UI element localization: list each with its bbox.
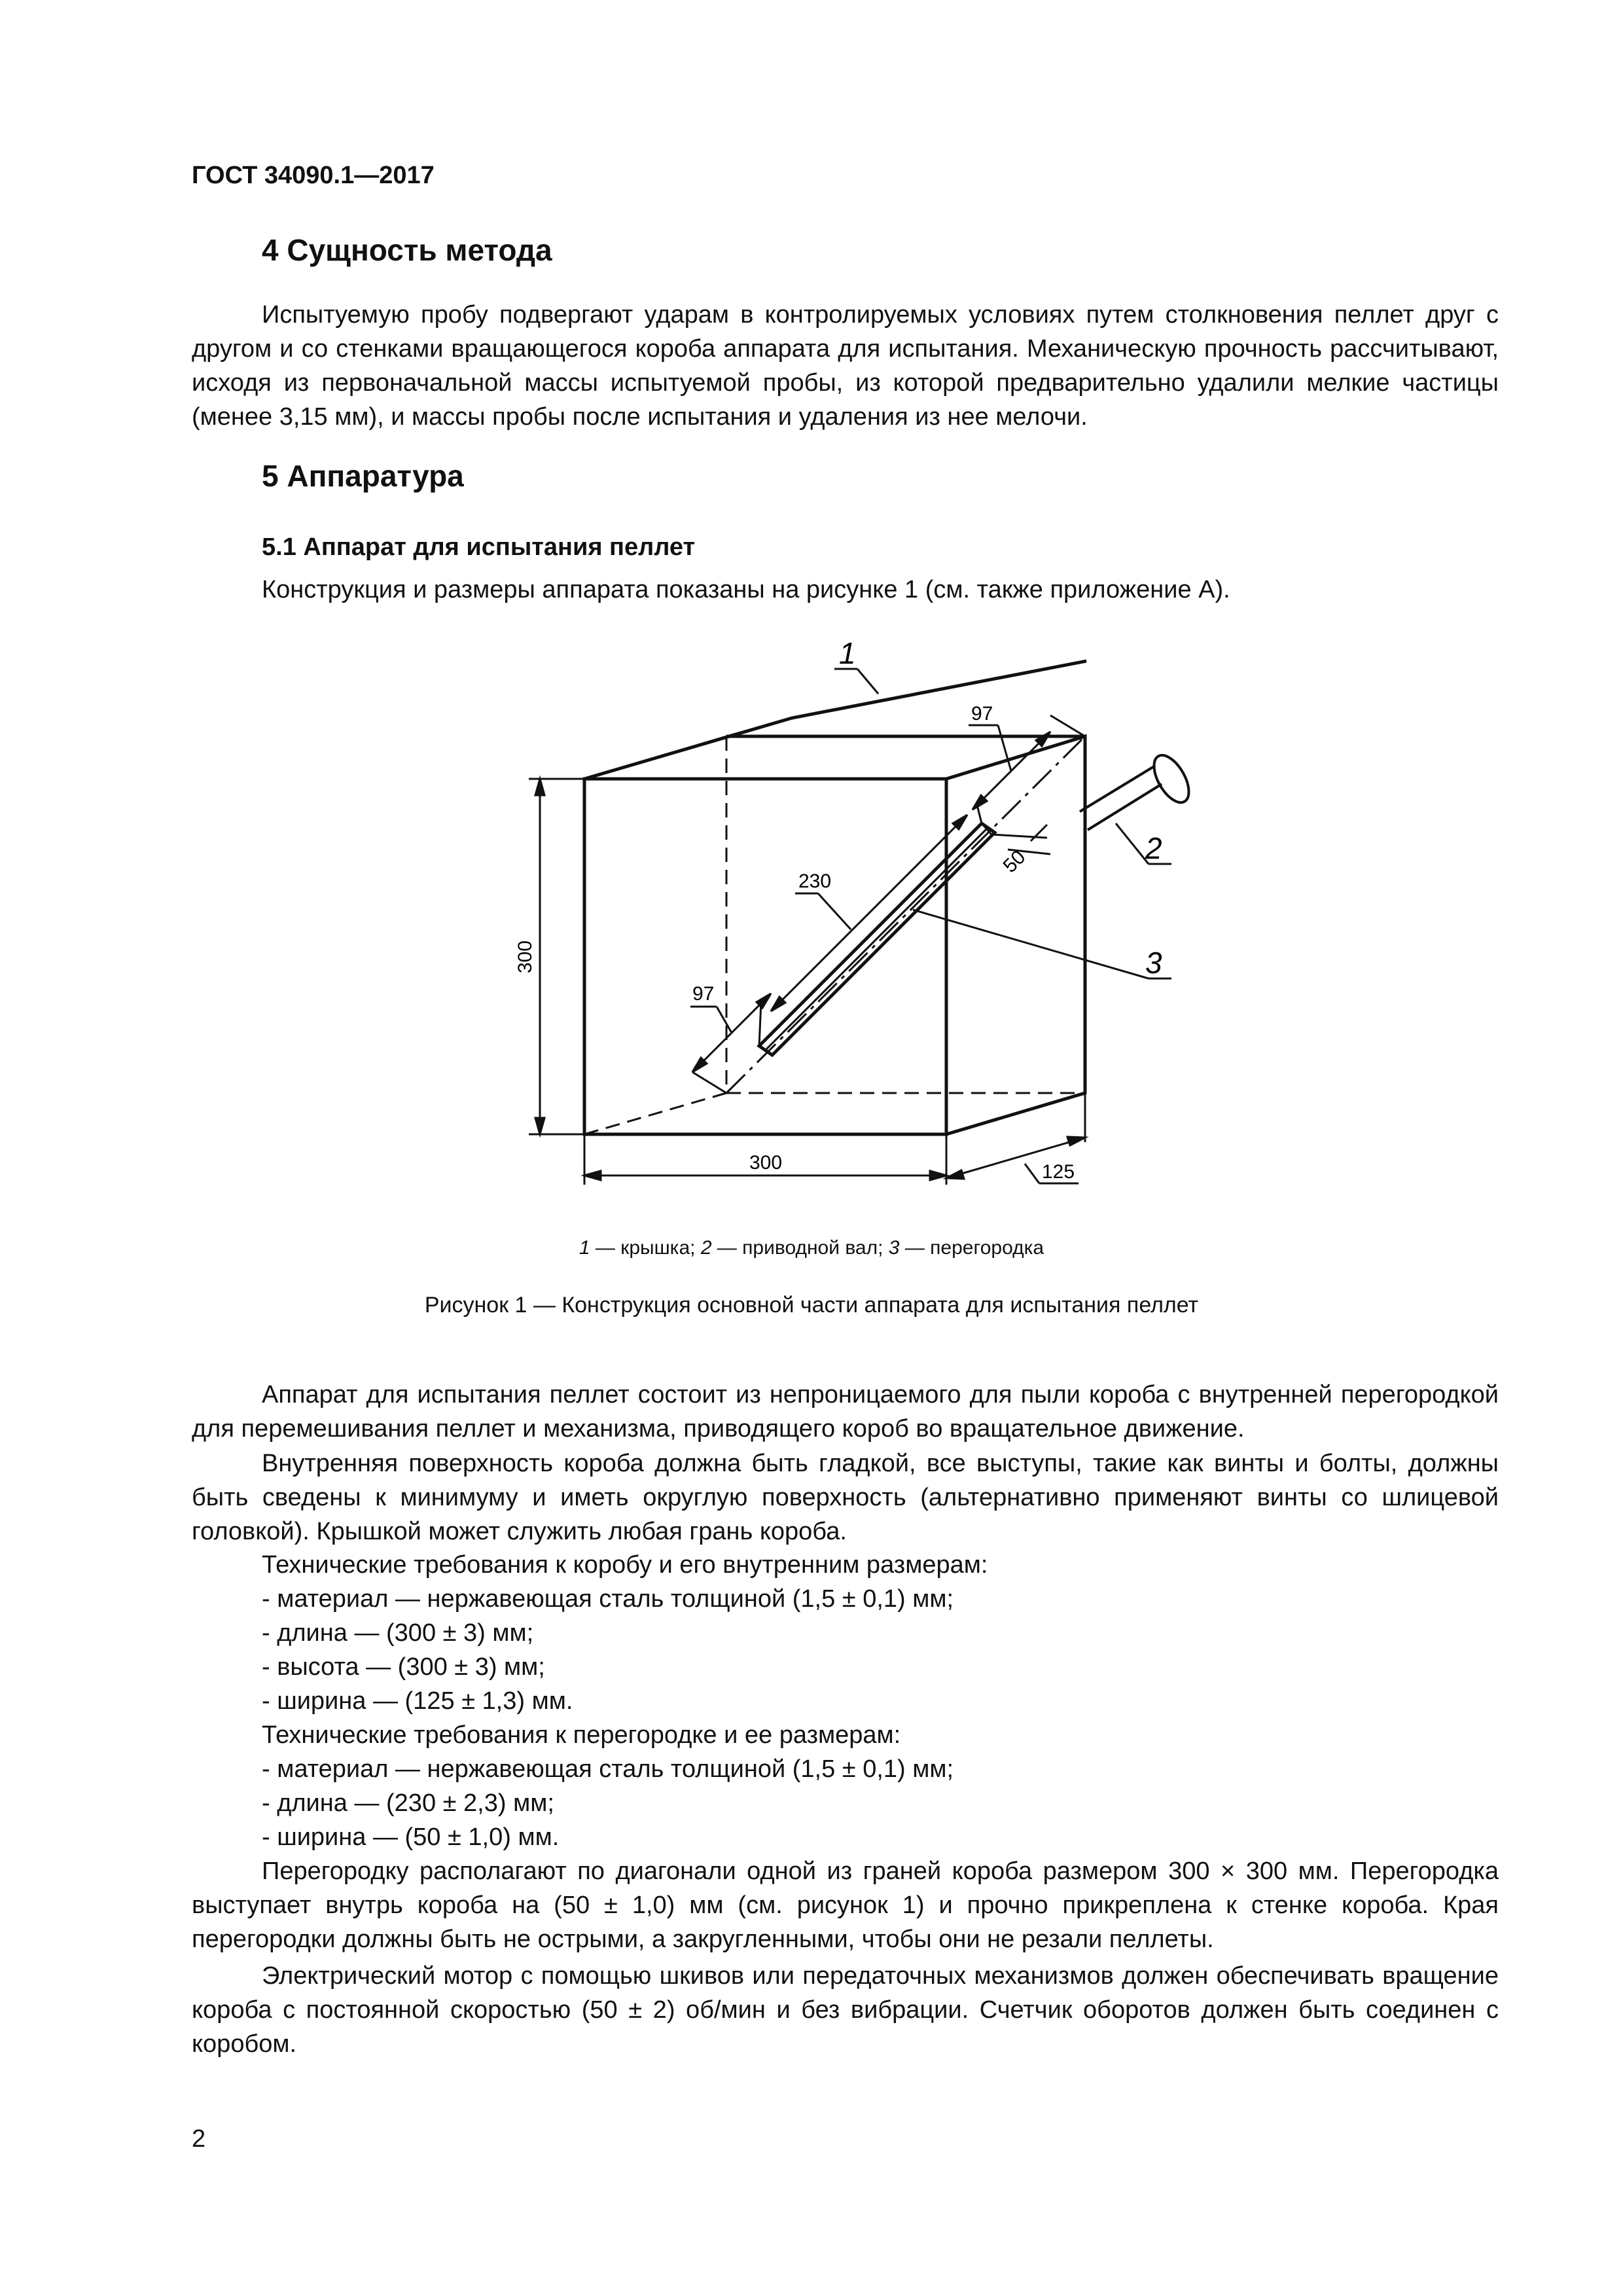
list-item: - материал — нержавеющая сталь толщиной (1,5 ± 0,1) мм; [262,1585,954,1613]
list-item: - длина — (300 ± 3) мм; [262,1619,534,1647]
baffle-requirements-list [262,1752,954,1854]
shaft-edge-top [1080,766,1155,812]
body-text-1: Аппарат для испытания пеллет состоит из непроницаемого для пыли короба с внутренней перегородкой для перемешивания пеллет и механизма, приводящего короб во вращательное движение. [192,1381,1499,1443]
figure-caption: Рисунок 1 — Конструкция основной части аппарата для испытания пеллет [424,1293,1199,1318]
dim-baffle-length-label: 230 [798,870,832,892]
body-paragraph-4 [192,1959,1499,2061]
lid-edge-tip [726,718,792,736]
legend-number-3: 3 [888,1237,900,1259]
box-requirements-title: Технические требования к коробу и его внутренним размерам: [262,1551,988,1579]
body-paragraph-2 [192,1446,1499,1549]
legend-text-2: — приводной вал; [711,1237,889,1259]
diagonal-center-line [726,736,1085,1093]
figure-legend [0,1237,1623,1259]
dim-width-label: 125 [1042,1161,1075,1183]
legend-number-2: 2 [700,1237,712,1259]
callout-baffle: 3 [1145,946,1162,980]
box-front-face [584,779,946,1134]
box-requirements-list [262,1582,954,1718]
body-paragraph-3 [192,1854,1499,1956]
legend-text-1: — крышка; [590,1237,701,1259]
section-4-title: 4 Сущность метода [262,233,552,267]
shaft-edge-bottom [1088,784,1162,830]
body-paragraph-1 [192,1378,1499,1446]
list-item: - ширина — (125 ± 1,3) мм. [262,1687,573,1715]
page-number: 2 [192,2125,206,2153]
lid-edge-lower [584,736,726,779]
dim-baffle-length-line [771,815,967,1011]
section-4-text: Испытуемую пробу подвергают ударам в контролируемых условиях путем столкновения пеллет друг с другом и со стенками вращающегося короба аппарата для испытания. Механическую прочность рассчитывают, исходя из первоначальной массы испытуемой пробы, из которой предварительно удалили мелкие частицы (менее 3,15 мм), и массы пробы после испытания и удаления из нее мелочи. [192,301,1499,431]
legend-number-1: 1 [579,1237,590,1259]
list-item: - длина — (230 ± 2,3) мм; [262,1789,554,1817]
leader-1 [857,669,878,694]
dim-baffle-width-label: 50 [999,846,1030,877]
shaft-flange [1147,749,1196,808]
section-5-intro: Конструкция и размеры аппарата показаны на рисунке 1 (см. также приложение А). [262,576,1230,603]
document-header: ГОСТ 34090.1—2017 [192,162,435,189]
body-text-3: Перегородку располагают по диагонали одной из граней короба размером 300 × 300 мм. Перегородка выступает внутрь короба на (50 ± 1,0) мм (см. рисунок 1) и прочно прикреплена к стенке короба. Края перегородки должны быть не острыми, а закругленными, чтобы они не резали пеллеты. [192,1857,1499,1953]
body-text-2: Внутренняя поверхность короба должна быть гладкой, все выступы, такие как винты и болты, должны быть сведены к минимуму и иметь округлую поверхность (альтернативно применяют винты со шлицевой головкой). Крышкой может служить любая грань короба. [192,1450,1499,1545]
callout-lid: 1 [839,636,856,670]
dim-length-label: 300 [749,1152,783,1174]
dim-height-label: 300 [514,940,536,974]
dim-offset-bottom-label: 97 [692,983,715,1005]
callout-shaft: 2 [1145,831,1162,865]
leader-2 [1116,823,1149,864]
section-5-title: 5 Аппаратура [262,459,464,493]
body-text-4: Электрический мотор с помощью шкивов или передаточных механизмов должен обеспечивать вращение короба с постоянной скоростью (50 ± 2) об/мин и без вибрации. Счетчик оборотов должен быть соединен с коробом. [192,1962,1499,2058]
baffle-requirements-title: Технические требования к перегородке и ее размерам: [262,1721,901,1749]
dim-baffle-width-line [991,834,1047,838]
lid [584,661,1086,779]
baffle-inner-edge [764,829,987,1051]
legend-text-3: — перегородка [899,1237,1044,1259]
list-item: - материал — нержавеющая сталь толщиной (1,5 ± 0,1) мм; [262,1755,954,1783]
box-right-face [946,736,1085,1134]
dim-offset-top-label: 97 [971,703,993,725]
list-item: - ширина — (50 ± 1,0) мм. [262,1823,560,1851]
leader-3 [913,910,1149,978]
subsection-5-1-title: 5.1 Аппарат для испытания пеллет [262,533,696,561]
hidden-bottom-left-edge [584,1093,726,1134]
list-item: - высота — (300 ± 3) мм; [262,1653,545,1681]
